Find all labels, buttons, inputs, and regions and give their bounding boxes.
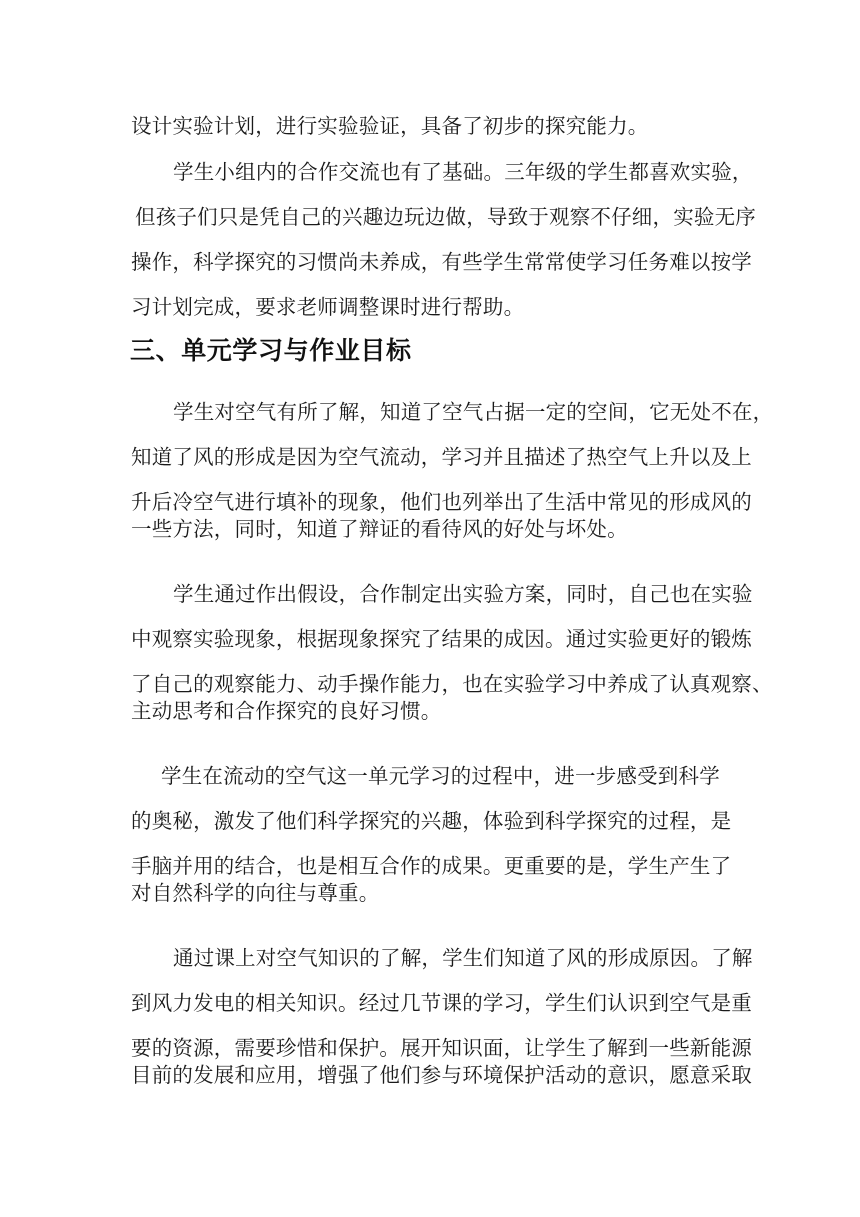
- text-line: 操作，科学探究的习惯尚未养成，有些学生常常使学习任务难以按学: [131, 250, 752, 274]
- text-line: 要的资源，需要珍惜和保护。展开知识面，让学生了解到一些新能源: [131, 1036, 752, 1060]
- text-line: 学生对空气有所了解，知道了空气占据一定的空间，它无处不在，: [173, 400, 774, 424]
- text-line: 习计划完成，要求老师调整课时进行帮助。: [131, 295, 525, 319]
- text-line: 设计实验计划，进行实验验证，具备了初步的探究能力。: [131, 114, 649, 138]
- section-heading: 三、单元学习与作业目标: [130, 336, 412, 365]
- text-line: 通过课上对空气知识的了解，学生们知道了风的形成原因。了解: [173, 946, 753, 970]
- text-line: 学生在流动的空气这一单元学习的过程中，进一步感受到科学: [161, 764, 720, 788]
- text-line: 升后冷空气进行填补的现象，他们也列举出了生活中常见的形成风的: [131, 490, 752, 514]
- text-line: 手脑并用的结合，也是相互合作的成果。更重要的是，学生产生了: [131, 854, 732, 878]
- text-line: 的奥秘，激发了他们科学探究的兴趣，体验到科学探究的过程，是: [131, 809, 732, 833]
- text-line: 学生通过作出假设，合作制定出实验方案，同时，自己也在实验: [173, 582, 753, 606]
- text-line: 了自己的观察能力、动手操作能力，也在实验学习中养成了认真观察、: [131, 672, 773, 696]
- text-line: 到风力发电的相关知识。经过几节课的学习，学生们认识到空气是重: [131, 991, 752, 1015]
- text-line: 目前的发展和应用，增强了他们参与环境保护活动的意识，愿意采取: [131, 1063, 752, 1087]
- text-line: 中观察实验现象，根据现象探究了结果的成因。通过实验更好的锻炼: [131, 627, 752, 651]
- text-line: 一些方法，同时，知道了辩证的看待风的好处与坏处。: [131, 517, 628, 541]
- text-line: 但孩子们只是凭自己的兴趣边玩边做，导致于观察不仔细，实验无序: [135, 205, 756, 229]
- text-line: 知道了风的形成是因为空气流动，学习并且描述了热空气上升以及上: [131, 445, 752, 469]
- text-line: 学生小组内的合作交流也有了基础。三年级的学生都喜欢实验，: [173, 160, 753, 184]
- text-line: 主动思考和合作探究的良好习惯。: [131, 699, 442, 723]
- text-line: 对自然科学的向往与尊重。: [131, 881, 380, 905]
